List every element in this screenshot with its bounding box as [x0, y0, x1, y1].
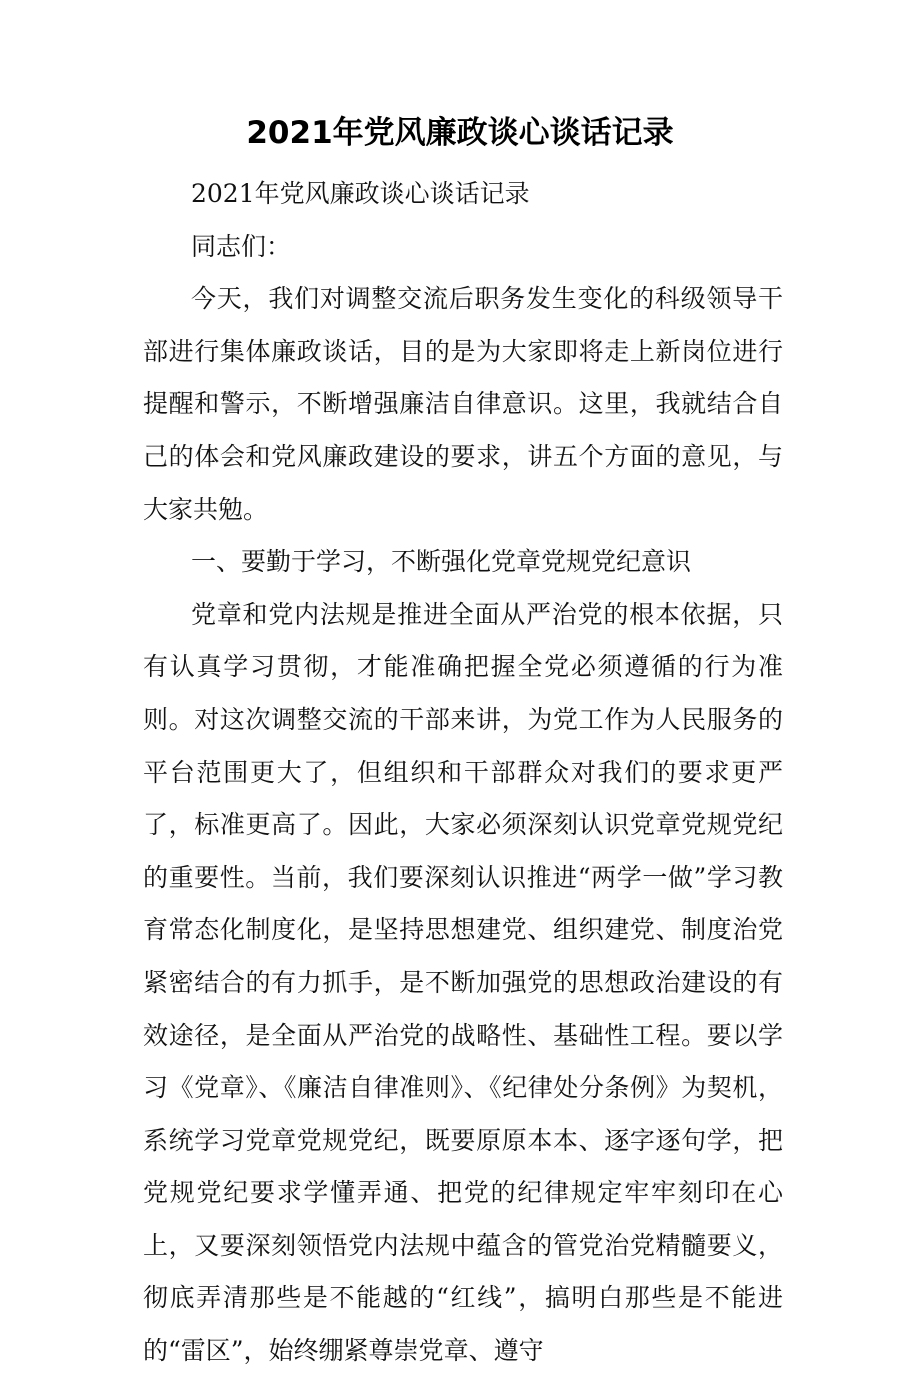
paragraph-section-1: 党章和党内法规是推进全面从严治党的根本依据，只有认真学习贯彻，才能准确把握全党必须遵循的行为准则。对这次调整交流的干部来讲，为党工作为人民服务的平台范围更大了，但组织和干部群众对我们的要求更严了，标准更高了。因此，大家必须深刻认识党章党规党纪的重要性。当前，我们要深刻认识推进“两学一做”学习教育常态化制度化，是坚持思想建党、组织建党、制度治党紧密结合的有力抓手，是不断加强党的思想政治建设的有效途径，是全面从严治党的战略性、基础性工程。要以学习《党章》、《廉洁自律准则》、《纪律处分条例》为契机，系统学习党章党规党纪，既要原原本本、逐字逐句学，把党规党纪要求学懂弄通、把党的纪律规定牢牢刻印在心上，又要深刻领悟党内法规中蕴含的管党治党精髓要义，彻底弄清那些是不能越的“红线”，搞明白那些是不能进的“雷区”，始终绷紧尊崇党章、遵守: [143, 599, 783, 1366]
document-body: [143, 168, 783, 1378]
document-title: 2021年党风廉政谈心谈话记录: [246, 115, 674, 151]
paragraph-salutation: 同志们：: [191, 231, 292, 261]
paragraph-intro: 今天，我们对调整交流后职务发生变化的科级领导干部进行集体廉政谈话，目的是为大家即将走上新岗位进行提醒和警示，不断增强廉洁自律意识。这里，我就结合自己的体会和党风廉政建设的要求，讲五个方面的意见，与大家共勉。: [143, 284, 783, 524]
section-heading-1: 一、要勤于学习，不断强化党章党规党纪意识: [191, 547, 692, 577]
paragraph-subtitle: 2021年党风廉政谈心谈话记录: [191, 179, 530, 208]
